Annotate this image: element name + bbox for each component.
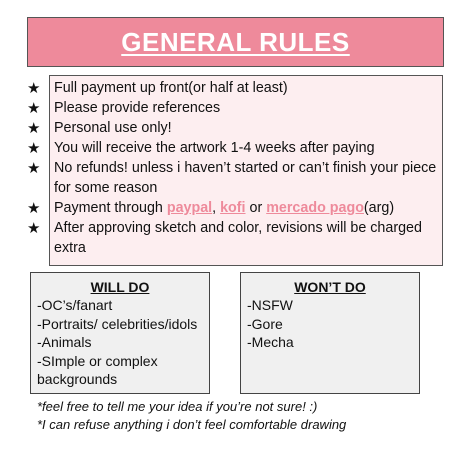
rule-item-payment [27, 199, 447, 219]
rule-text: Full payment up front(or half at least) [54, 80, 288, 96]
list-item: -Animals [37, 334, 92, 350]
list-item: -OC’s/fanart [37, 297, 113, 313]
list-item: -Gore [247, 315, 283, 332]
rule-text: After approving sketch and color, revisions will be charged extra [54, 220, 422, 256]
rule-text [54, 199, 447, 219]
rule-item [27, 99, 447, 119]
kofi-link[interactable]: kofi [220, 199, 246, 216]
wont-do-box [240, 272, 420, 394]
footnote: *I can refuse anything i don’t feel comfortable drawing [37, 417, 347, 432]
page-title: GENERAL RULES [121, 26, 350, 57]
star-icon: ★ [27, 80, 41, 97]
header-banner [27, 17, 444, 67]
payment-prefix: Payment through [54, 199, 167, 216]
will-do-box [30, 272, 210, 394]
star-icon: ★ [27, 160, 41, 178]
rule-text: Personal use only! [54, 120, 172, 137]
footnotes [37, 398, 447, 434]
rule-item [27, 119, 447, 139]
list-item: -SImple or complex backgrounds [37, 352, 158, 387]
list-item: -Portraits/ celebrities/idols [37, 315, 198, 332]
will-do-title: WILL DO [90, 279, 150, 295]
wont-do-title: WON’T DO [294, 279, 366, 295]
footnote: *feel free to tell me your idea if you’re not sure! :) [37, 399, 318, 414]
rule-item [27, 139, 447, 159]
rule-text: Please provide references [54, 100, 221, 117]
rule-text: You will receive the artwork 1-4 weeks after paying [54, 140, 375, 157]
list-item: -Mecha [247, 334, 294, 350]
rules-list [27, 79, 447, 259]
star-icon: ★ [27, 140, 41, 158]
star-icon: ★ [27, 120, 41, 138]
list-item: -NSFW [247, 297, 293, 313]
paypal-link[interactable]: paypal [166, 199, 213, 216]
rule-item [27, 79, 447, 99]
star-icon: ★ [27, 100, 41, 118]
rule-item [27, 219, 447, 258]
payment-separator: , [212, 199, 221, 216]
payment-suffix: (arg) [363, 199, 395, 216]
rule-item [27, 159, 447, 198]
payment-separator: or [245, 199, 267, 216]
mercado-pago-link[interactable]: mercado pago [266, 199, 364, 216]
star-icon: ★ [27, 220, 41, 238]
star-icon: ★ [27, 199, 41, 217]
rule-text: No refunds! unless i haven’t started or can’t finish your piece for some reason [54, 160, 437, 196]
